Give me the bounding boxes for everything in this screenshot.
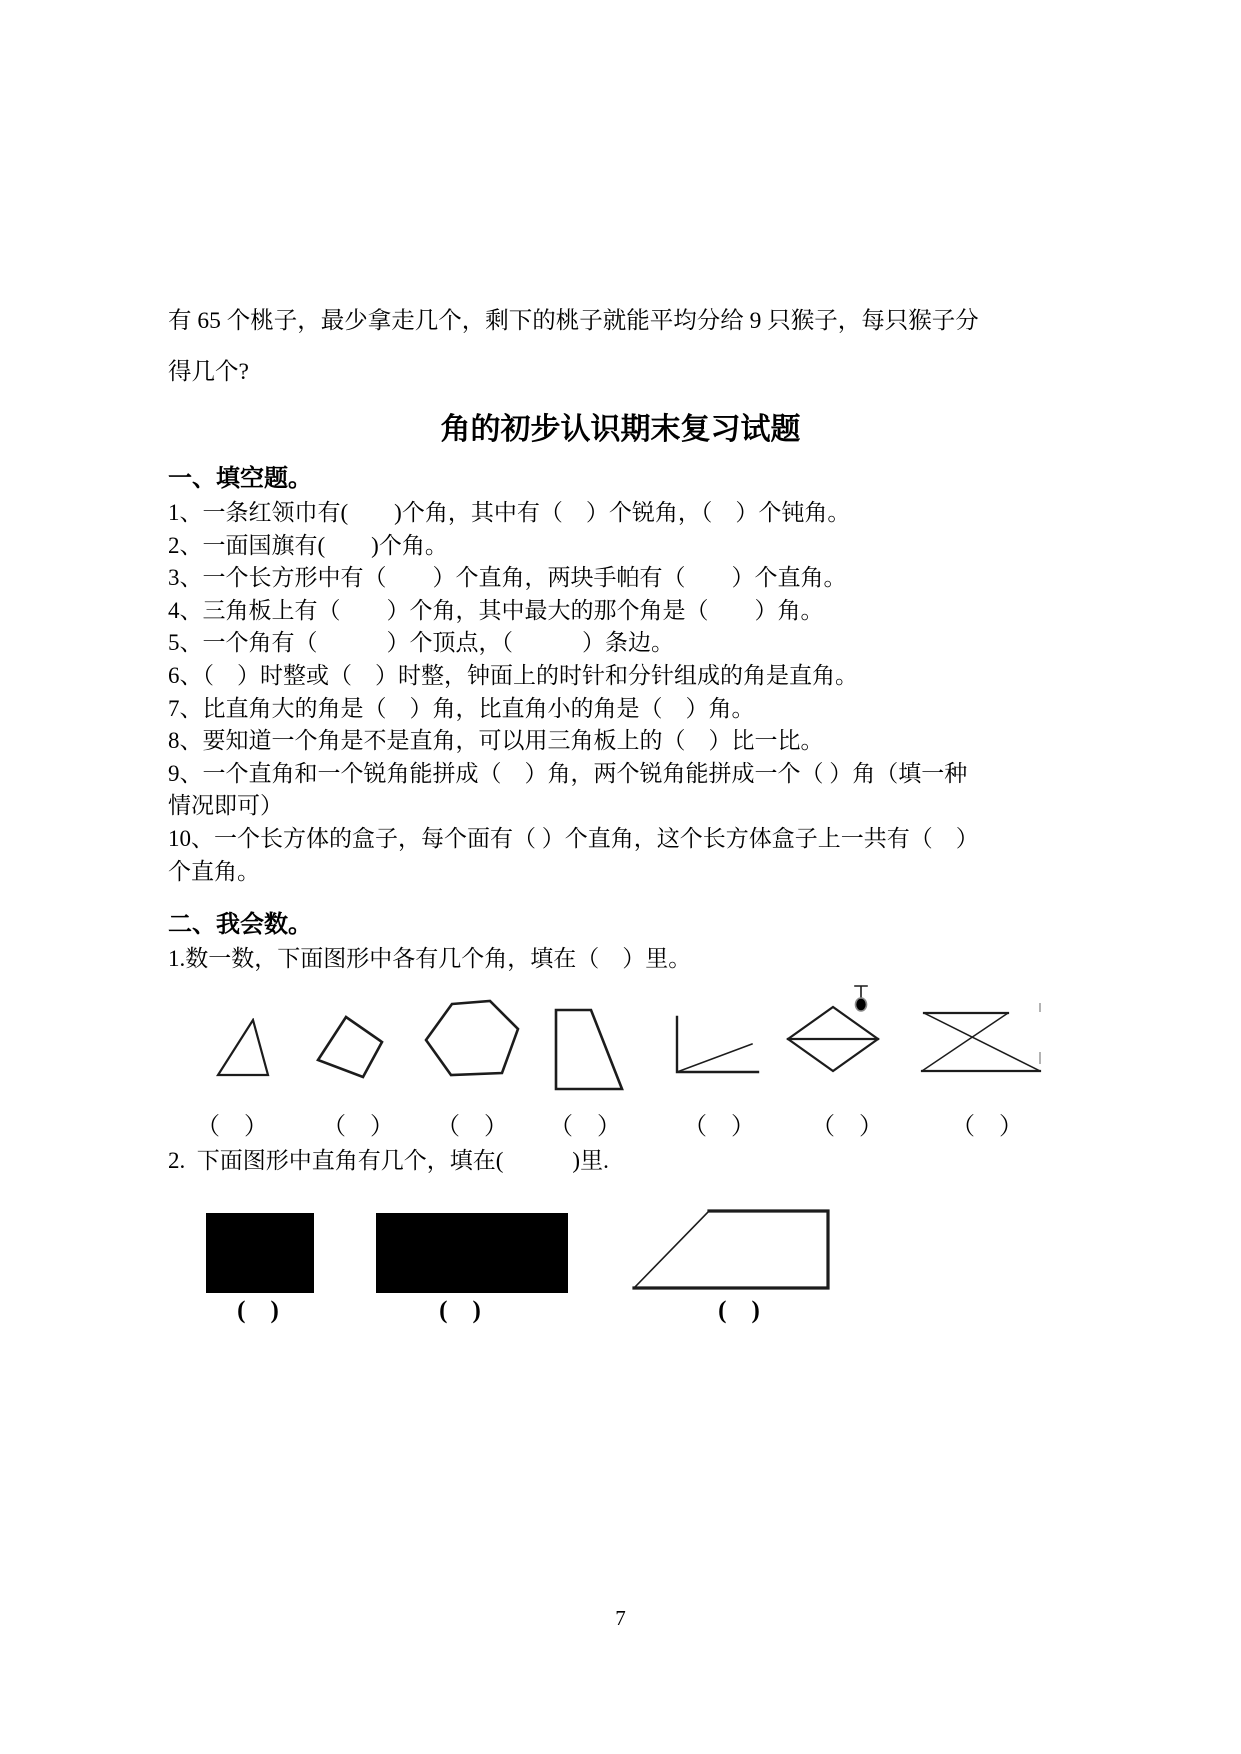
question-6: 6、（ ）时整或（ ）时整，钟面上的时针和分针组成的角是直角。 xyxy=(168,662,858,688)
trapezoid-shape xyxy=(553,1007,625,1092)
intro-paragraph xyxy=(168,296,1080,398)
answer-slot: （ ） xyxy=(436,1114,508,1140)
answer-slot: ( ) xyxy=(439,1297,481,1324)
question-9-line2: 情况即可） xyxy=(168,793,283,819)
page-title: 角的初步认识期末复习试题 xyxy=(440,413,801,446)
answer-slot: ( ) xyxy=(718,1297,760,1324)
question-8: 8、要知道一个角是不是直角，可以用三角板上的（ ）比一比。 xyxy=(168,728,824,754)
question-5: 5、一个角有（ ）个顶点，（ ）条边。 xyxy=(168,630,674,656)
stray-mark xyxy=(1039,1003,1041,1012)
question-4: 4、三角板上有（ ）个角，其中最大的那个角是（ ）角。 xyxy=(168,597,824,623)
hourglass-crossed-lines-shape xyxy=(920,1010,1044,1075)
fill-in-blanks-list xyxy=(168,497,1084,888)
question-10-line2: 个直角。 xyxy=(168,858,260,884)
tilted-quadrilateral-shape xyxy=(315,1014,385,1080)
intro-line: 有 65 个桃子，最少拿走几个，剩下的桃子就能平均分给 9 只猴子，每只猴子分 xyxy=(168,308,979,334)
two-rays-angle-shape xyxy=(673,1015,761,1076)
stray-mark xyxy=(1039,1052,1041,1064)
triangle-shape xyxy=(215,1018,271,1078)
question-10-line1: 10、一个长方体的盒子，每个面有（ ）个直角，这个长方体盒子上一共有（ ） xyxy=(168,825,979,851)
answer-slot: （ ） xyxy=(322,1114,394,1140)
counting-question-2: 2. 下面图形中直角有几个，填在( )里. xyxy=(168,1148,609,1173)
counting-question-1: 1.数一数，下面图形中各有几个角，填在（ ）里。 xyxy=(168,946,692,971)
question-1: 1、一条红领巾有( )个角，其中有（ ）个锐角，（ ）个钝角。 xyxy=(168,500,851,525)
wide-rectangle-shape xyxy=(373,1210,571,1296)
answer-slot: （ ） xyxy=(951,1114,1023,1140)
answer-slot: （ ） xyxy=(683,1114,755,1140)
section1-heading: 一、填空题。 xyxy=(168,466,312,492)
answer-slots-q1 xyxy=(0,1106,1241,1142)
rhombus-with-diagonal-shape xyxy=(785,983,881,1074)
answer-slots-q2 xyxy=(0,1290,1241,1326)
question-9-line1: 9、一个直角和一个锐角能拼成（ ）角，两个锐角能拼成一个（ ）角（填一种 xyxy=(168,760,968,786)
question-3: 3、一个长方形中有（ ）个直角，两块手帕有（ ）个直角。 xyxy=(168,565,847,591)
question-7: 7、比直角大的角是（ ）角，比直角小的角是（ ）角。 xyxy=(168,695,755,721)
answer-slot: （ ） xyxy=(196,1114,268,1140)
intro-line: 得几个? xyxy=(168,359,249,385)
answer-slot: （ ） xyxy=(549,1114,621,1140)
hexagon-shape xyxy=(423,999,521,1078)
section2-heading: 二、我会数。 xyxy=(168,912,312,938)
rectangle-shape xyxy=(203,1210,317,1296)
answer-slot: （ ） xyxy=(811,1114,883,1140)
answer-slot: ( ) xyxy=(237,1297,279,1324)
question-2: 2、一面国旗有( )个角。 xyxy=(168,532,448,558)
page-number: 7 xyxy=(615,1606,626,1630)
right-trapezoid-shape xyxy=(631,1208,833,1292)
anchor-icon xyxy=(855,986,867,1011)
